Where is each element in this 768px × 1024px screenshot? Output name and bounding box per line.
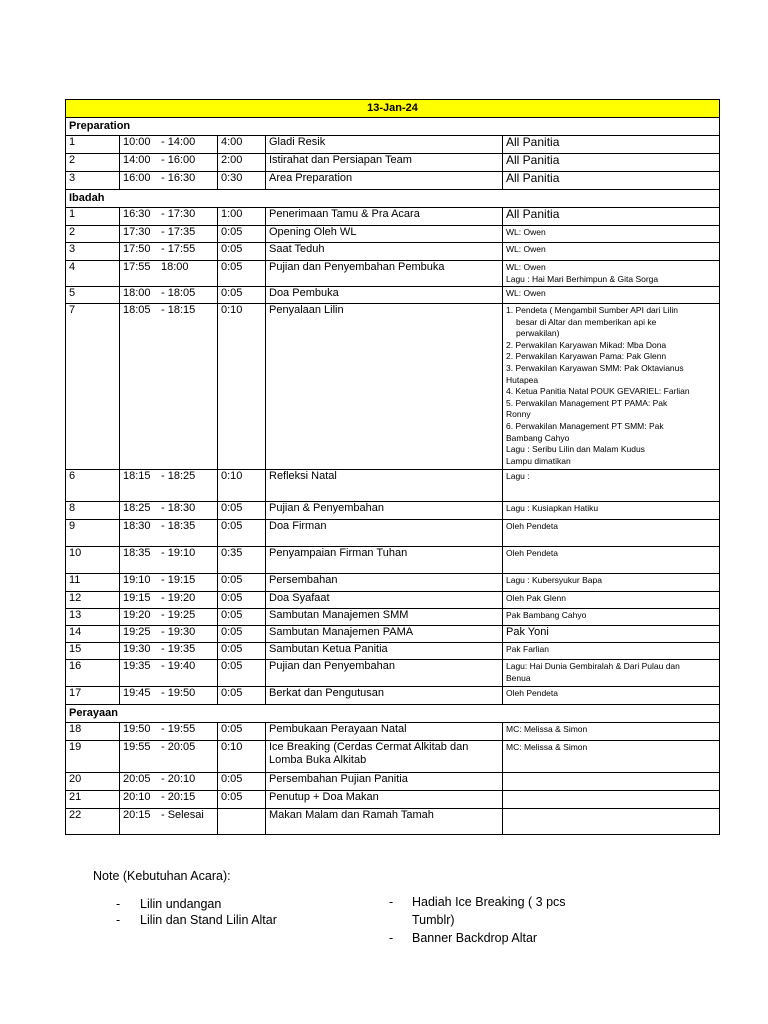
- activity-text: Makan Malam dan Ramah Tamah: [269, 809, 434, 821]
- pic-line: Hutapea: [506, 374, 539, 385]
- row-number: 20: [66, 773, 120, 791]
- row-number: 3: [66, 172, 120, 190]
- row-number: 3: [66, 243, 120, 261]
- duration: 0:10: [218, 470, 266, 502]
- row-number: 17: [66, 687, 120, 705]
- pic-text-continued: Benua: [506, 672, 531, 683]
- duration: 0:35: [218, 547, 266, 574]
- bullet-dash: -: [116, 913, 121, 927]
- row-number: 16: [66, 660, 120, 687]
- activity-text: Penutup + Doa Makan: [269, 791, 379, 803]
- activity-text: Penerimaan Tamu & Pra Acara: [269, 208, 420, 220]
- pic-line: Bambang Cahyo: [506, 432, 570, 443]
- row-number: 9: [66, 520, 120, 547]
- start-time: 19:45: [123, 687, 151, 699]
- duration: 0:10: [218, 741, 266, 773]
- row-number: 15: [66, 643, 120, 660]
- row-number: 2: [66, 226, 120, 243]
- pic-text: All Panitia: [506, 153, 560, 167]
- end-time: - 14:00: [161, 136, 196, 148]
- activity-text: Opening Oleh WL: [269, 226, 357, 238]
- row-number: 2: [66, 154, 120, 172]
- row-number: 1: [66, 136, 120, 154]
- duration: 0:05: [218, 287, 266, 304]
- activity-text-continued: Lomba Buka Alkitab: [269, 754, 367, 766]
- note-item: Lilin undangan: [140, 897, 222, 911]
- end-time: 18:00: [161, 261, 189, 273]
- duration: 0:05: [218, 791, 266, 809]
- end-time: - 19:10: [161, 547, 196, 559]
- duration: 0:05: [218, 261, 266, 287]
- row-number: 7: [66, 304, 120, 470]
- start-time: 17:50: [123, 243, 151, 255]
- end-time: - 20:05: [161, 741, 196, 753]
- row-number: 18: [66, 723, 120, 741]
- activity-text: Ice Breaking (Cerdas Cermat Alkitab dan: [269, 741, 469, 753]
- start-time: 19:30: [123, 643, 151, 655]
- end-time: - 17:35: [161, 226, 196, 238]
- pic-text: WL: Owen: [506, 288, 546, 298]
- pic-text: Pak Yoni: [506, 626, 549, 638]
- end-time: - 18:15: [161, 304, 196, 316]
- end-time: - 20:10: [161, 773, 196, 785]
- activity-text: Pujian dan Penyembahan Pembuka: [269, 261, 445, 273]
- row-number: 21: [66, 791, 120, 809]
- row-number: 5: [66, 287, 120, 304]
- duration: 0:05: [218, 574, 266, 592]
- pic-text: MC: Melissa & Simon: [506, 742, 588, 752]
- end-time: - 18:25: [161, 470, 196, 482]
- pic-text: Pak Farlian: [506, 644, 549, 654]
- activity-text: Gladi Resik: [269, 136, 326, 148]
- duration: 0:05: [218, 609, 266, 626]
- end-time: - 19:50: [161, 687, 196, 699]
- pic-text: WL: Owen: [506, 262, 546, 272]
- end-time: - 18:35: [161, 520, 196, 532]
- duration: 4:00: [218, 136, 266, 154]
- activity-text: Refleksi Natal: [269, 470, 337, 482]
- start-time: 20:15: [123, 809, 151, 821]
- duration: 0:05: [218, 592, 266, 609]
- activity-text: Persembahan: [269, 574, 338, 586]
- start-time: 19:15: [123, 592, 151, 604]
- row-number: 8: [66, 502, 120, 520]
- activity-text: Berkat dan Pengutusan: [269, 687, 384, 699]
- pic-line: 2. Perwakilan Karyawan Pama: Pak Glenn: [506, 351, 667, 362]
- start-time: 19:25: [123, 626, 151, 638]
- duration: 0:05: [218, 226, 266, 243]
- end-time: - Selesai: [161, 809, 204, 821]
- pic-line: 3. Perwakilan Karyawan SMM: Pak Oktavianus: [506, 362, 684, 373]
- duration: 0:05: [218, 626, 266, 643]
- pic-line: perwakilan): [516, 328, 560, 339]
- pic-text: Oleh Pak Glenn: [506, 593, 567, 603]
- activity-text: Saat Teduh: [269, 243, 325, 255]
- start-time: 18:30: [123, 520, 151, 532]
- row-number: 12: [66, 592, 120, 609]
- activity-text: Sambutan Ketua Panitia: [269, 643, 388, 655]
- end-time: - 19:30: [161, 626, 196, 638]
- pic-line: 4. Ketua Panitia Natal POUK GEVARIEL: Farlian: [506, 386, 690, 397]
- duration: 0:05: [218, 520, 266, 547]
- activity-text: Sambutan Manajemen SMM: [269, 609, 409, 621]
- section-label-preparation: Preparation: [66, 118, 720, 136]
- end-time: - 19:25: [161, 609, 196, 621]
- row-number: 6: [66, 470, 120, 502]
- pic-line: Lampu dimatikan: [506, 455, 571, 466]
- note-item: Banner Backdrop Altar: [412, 931, 538, 945]
- pic-text: Lagu : Kubersyukur Bapa: [506, 575, 602, 585]
- pic-text: WL: Owen: [506, 227, 546, 237]
- duration: 0:05: [218, 660, 266, 687]
- start-time: 18:25: [123, 502, 151, 514]
- start-time: 18:35: [123, 547, 151, 559]
- pic-text: All Panitia: [506, 135, 560, 149]
- pic-text: MC: Melissa & Simon: [506, 724, 588, 734]
- pic-text: WL: Owen: [506, 244, 546, 254]
- start-time: 17:55: [123, 261, 151, 273]
- section-label-ibadah: Ibadah: [66, 190, 720, 208]
- end-time: - 17:30: [161, 208, 196, 220]
- start-time: 19:55: [123, 741, 151, 753]
- start-time: 19:35: [123, 660, 151, 672]
- duration: 1:00: [218, 208, 266, 226]
- pic-line: 1. Pendeta ( Mengambil Sumber API dari Lilin: [506, 305, 678, 315]
- row-number: 14: [66, 626, 120, 643]
- duration: 0:05: [218, 502, 266, 520]
- duration: 0:05: [218, 723, 266, 741]
- row-number: 1: [66, 208, 120, 226]
- start-time: 18:15: [123, 470, 151, 482]
- section-label-perayaan: Perayaan: [66, 705, 720, 723]
- pic-line: Lagu : Seribu Lilin dan Malam Kudus: [506, 444, 645, 455]
- duration: 0:05: [218, 643, 266, 660]
- end-time: - 16:00: [161, 154, 196, 166]
- activity-text: Sambutan Manajemen PAMA: [269, 626, 414, 638]
- end-time: - 19:15: [161, 574, 196, 586]
- pic-text: Lagu : Kusiapkan Hatiku: [506, 503, 599, 513]
- activity-text: Persembahan Pujian Panitia: [269, 773, 408, 785]
- bullet-dash: -: [389, 931, 394, 945]
- row-number: 4: [66, 261, 120, 287]
- activity-text: Doa Firman: [269, 520, 327, 532]
- end-time: - 17:55: [161, 243, 196, 255]
- start-time: 16:30: [123, 208, 151, 220]
- row-number: 13: [66, 609, 120, 626]
- activity-text: Area Preparation: [269, 172, 353, 184]
- row-number: 22: [66, 809, 120, 835]
- start-time: 18:00: [123, 287, 151, 299]
- end-time: - 18:05: [161, 287, 196, 299]
- start-time: 18:05: [123, 304, 151, 316]
- activity-text: Pujian dan Penyembahan: [269, 660, 395, 672]
- start-time: 16:00: [123, 172, 151, 184]
- note-item: Hadiah Ice Breaking ( 3 pcs: [412, 895, 566, 909]
- duration: 0:05: [218, 243, 266, 261]
- end-time: - 16:30: [161, 172, 196, 184]
- notes-title: Note (Kebutuhan Acara):: [93, 869, 231, 883]
- pic-text: All Panitia: [506, 171, 560, 185]
- pic-text-continued: Lagu : Hai Mari Berhimpun & Gita Sorga: [506, 273, 659, 284]
- pic-text: Oleh Pendeta: [506, 688, 558, 698]
- pic-line: 5. Perwakilan Management PT PAMA: Pak: [506, 397, 668, 408]
- duration: 0:05: [218, 773, 266, 791]
- duration: 0:05: [218, 687, 266, 705]
- pic-text: Lagu :: [506, 471, 530, 481]
- activity-text: Pujian & Penyembahan: [269, 502, 384, 514]
- end-time: - 20:15: [161, 791, 196, 803]
- start-time: 20:05: [123, 773, 151, 785]
- activity-text: Doa Syafaat: [269, 592, 330, 604]
- note-item-continued: Tumblr): [412, 913, 455, 927]
- duration: 0:10: [218, 304, 266, 470]
- pic-text: Oleh Pendeta: [506, 548, 558, 558]
- start-time: 19:10: [123, 574, 151, 586]
- pic-line: 2. Perwakilan Karyawan Mikad: Mba Dona: [506, 339, 667, 350]
- pic-text: Pak Bambang Cahyo: [506, 610, 587, 620]
- activity-text: Doa Pembuka: [269, 287, 339, 299]
- start-time: 10:00: [123, 136, 151, 148]
- pic-line: Ronny: [506, 409, 531, 420]
- start-time: 14:00: [123, 154, 151, 166]
- row-number: 11: [66, 574, 120, 592]
- start-time: 20:10: [123, 791, 151, 803]
- pic-text: Oleh Pendeta: [506, 521, 558, 531]
- row-number: 10: [66, 547, 120, 574]
- bullet-dash: -: [116, 897, 121, 911]
- start-time: 19:20: [123, 609, 151, 621]
- duration: 2:00: [218, 154, 266, 172]
- end-time: - 19:55: [161, 723, 196, 735]
- activity-text: Penyampaian Firman Tuhan: [269, 547, 408, 559]
- end-time: - 19:40: [161, 660, 196, 672]
- row-number: 19: [66, 741, 120, 773]
- bullet-dash: -: [389, 895, 394, 909]
- pic-text: Lagu: Hai Dunia Gembiralah & Dari Pulau dan: [506, 661, 680, 671]
- activity-text: Istirahat dan Persiapan Team: [269, 154, 412, 166]
- pic-line: besar di Altar dan memberikan api ke: [516, 316, 657, 327]
- duration: 0:30: [218, 172, 266, 190]
- pic-line: 6. Perwakilan Management PT SMM: Pak: [506, 420, 664, 431]
- start-time: 17:30: [123, 226, 151, 238]
- note-item: Lilin dan Stand Lilin Altar: [140, 913, 277, 927]
- end-time: - 19:20: [161, 592, 196, 604]
- end-time: - 19:35: [161, 643, 196, 655]
- start-time: 19:50: [123, 723, 151, 735]
- activity-text: Penyalaan Lilin: [269, 304, 344, 316]
- date-header: 13-Jan-24: [66, 100, 720, 118]
- pic-text: All Panitia: [506, 207, 560, 221]
- end-time: - 18:30: [161, 502, 196, 514]
- activity-text: Pembukaan Perayaan Natal: [269, 723, 407, 735]
